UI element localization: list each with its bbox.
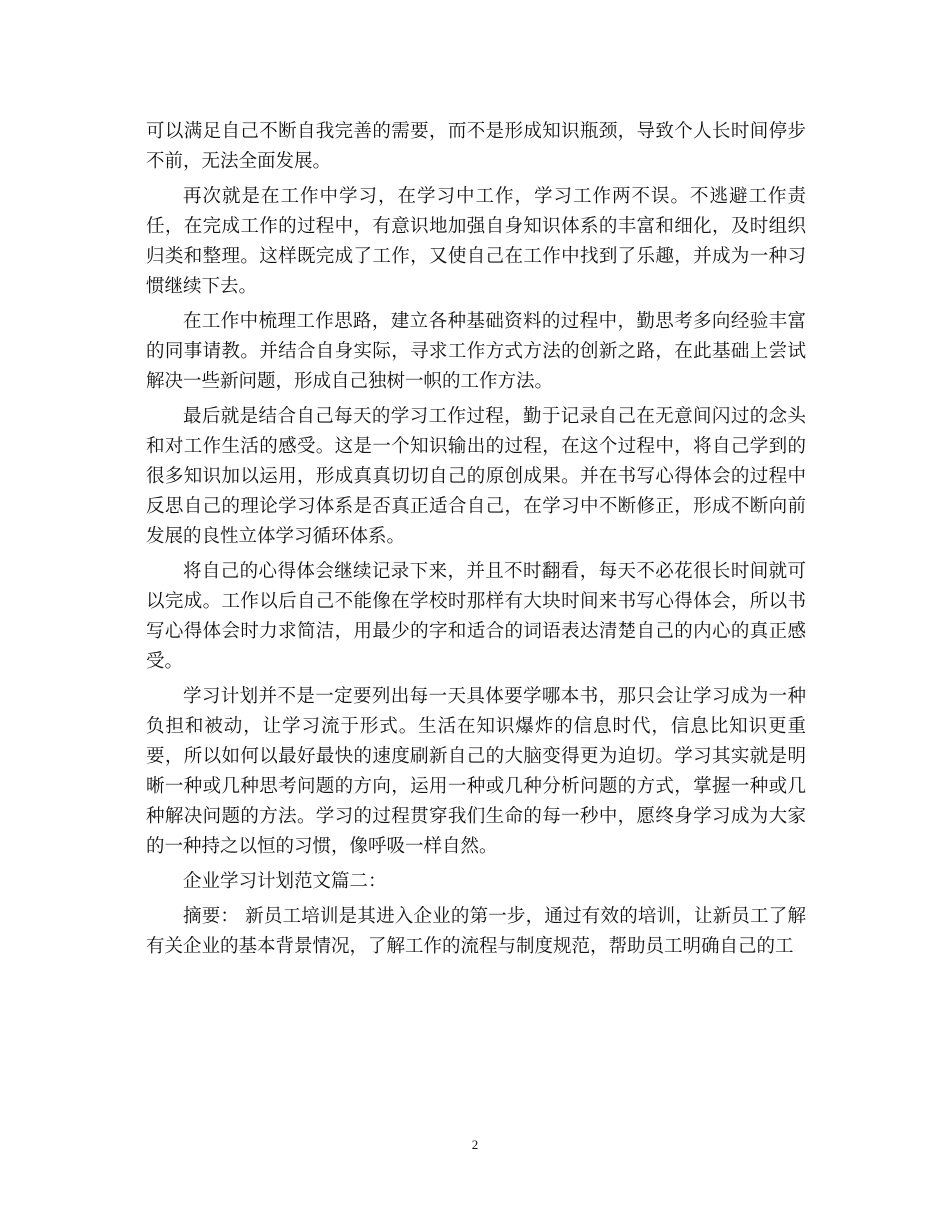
page-number: 2: [471, 1137, 479, 1152]
paragraph: 最后就是结合自己每天的学习工作过程，勤于记录自己在无意间闪过的念头和对工作生活的感受。这是一个知识输出的过程，在这个过程中，将自己学到的很多知识加以运用，形成真真切切自己的原创成果。并在书写心得体会的过程中反思自己的理论学习体系是否真正适合自己，在学习中不断修正，形成不断向前发展的良性立体学习循环体系。: [146, 406, 806, 547]
document-body: [146, 117, 806, 967]
paragraph-abstract: 摘要： 新员工培训是其进入企业的第一步，通过有效的培训，让新员工了解有关企业的基本背景情况，了解工作的流程与制度规范，帮助员工明确自己的工: [146, 906, 806, 957]
paragraph: 在工作中梳理工作思路，建立各种基础资料的过程中，勤思考多向经验丰富的同事请教。并结合自身实际，寻求工作方式方法的创新之路，在此基础上尝试解决一些新问题，形成自己独树一帜的工作方法。: [146, 311, 806, 392]
paragraph-continuation: 可以满足自己不断自我完善的需要，而不是形成知识瓶颈，导致个人长时间停步不前，无法全面发展。: [146, 121, 806, 172]
paragraph: 将自己的心得体会继续记录下来，并且不时翻看，每天不必花很长时间就可以完成。工作以后自己不能像在学校时那样有大块时间来书写心得体会，所以书写心得体会时力求简洁，用最少的字和适合的词语表达清楚自己的内心的真正感受。: [146, 561, 806, 672]
paragraph: 再次就是在工作中学习，在学习中工作，学习工作两不误。不逃避工作责任，在完成工作的过程中，有意识地加强自身知识体系的丰富和细化，及时组织归类和整理。这样既完成了工作，又使自己在工作中找到了乐趣，并成为一种习惯继续下去。: [146, 186, 806, 297]
paragraph: 学习计划并不是一定要列出每一天具体要学哪本书，那只会让学习成为一种负担和被动，让学习流于形式。生活在知识爆炸的信息时代，信息比知识更重要，所以如何以最好最快的速度刷新自己的大脑变得更为迫切。学习其实就是明晰一种或几种思考问题的方向，运用一种或几种分析问题的方式，掌握一种或几种解决问题的方法。学习的过程贯穿我们生命的每一秒中，愿终身学习成为大家的一种持之以恒的习惯，像呼吸一样自然。: [146, 686, 806, 857]
section-heading: 企业学习计划范文篇二：: [183, 871, 387, 892]
